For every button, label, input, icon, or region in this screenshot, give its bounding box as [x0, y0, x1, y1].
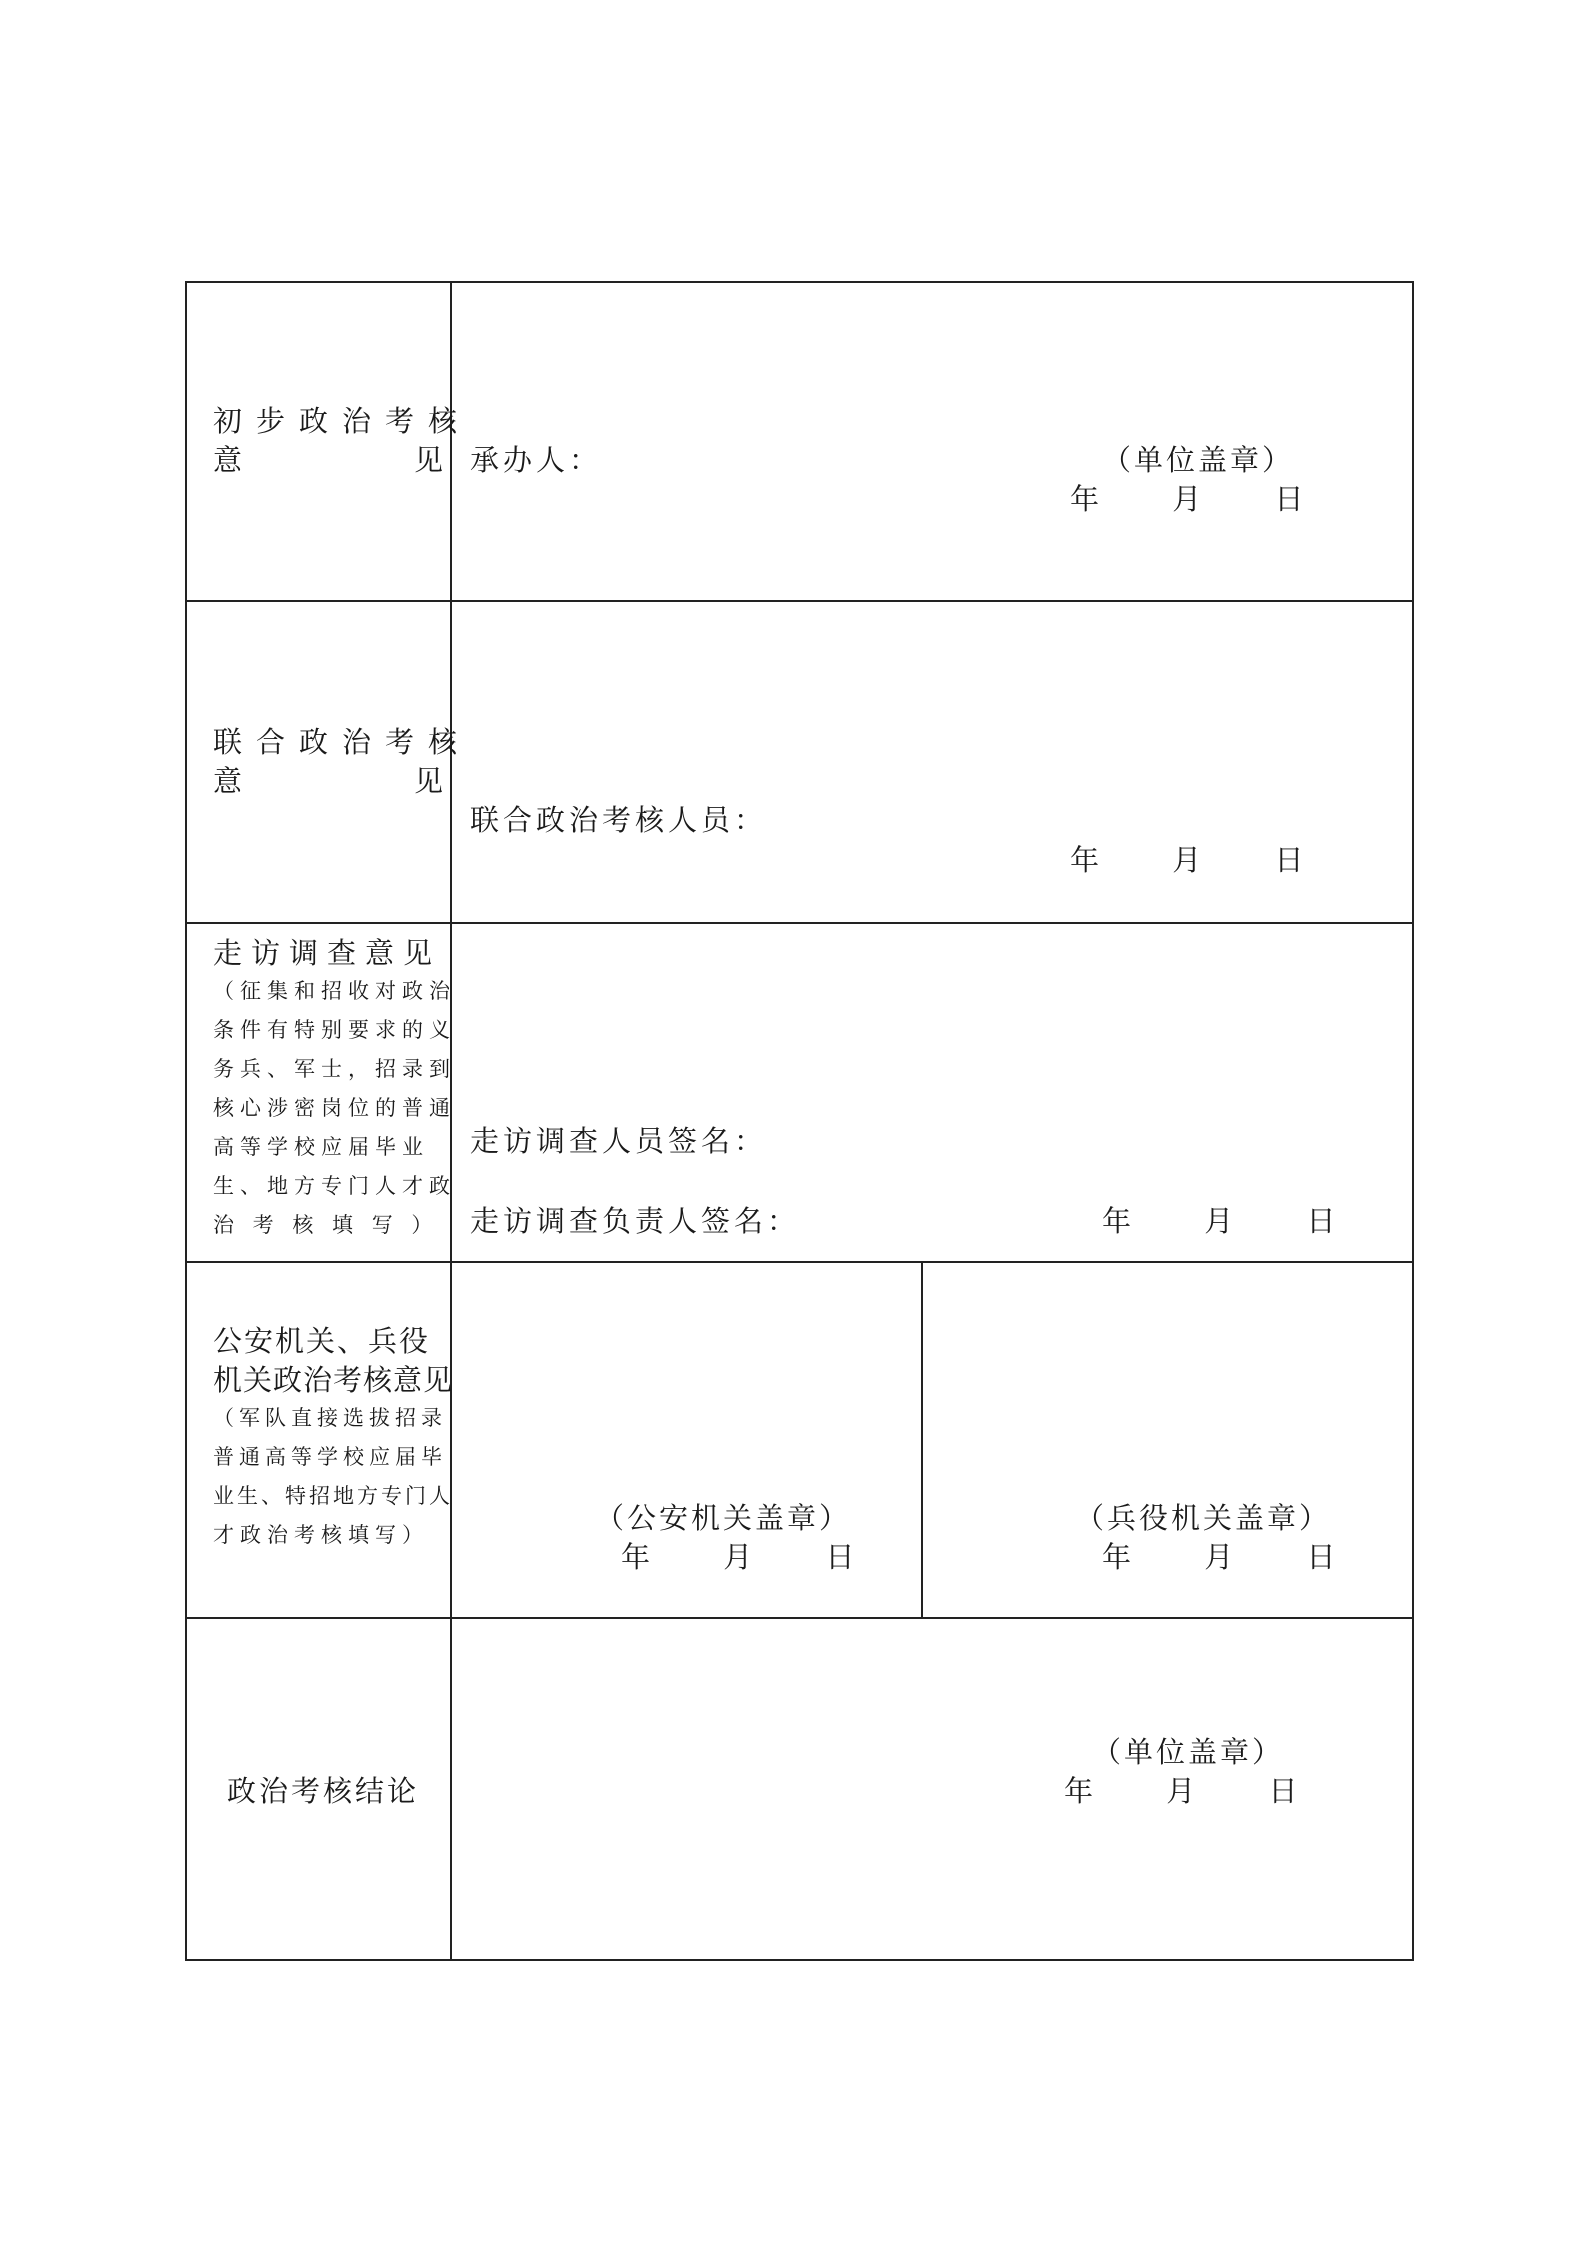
police-military-label-line2: 机关政治考核意见 [213, 1363, 454, 1397]
handler-label: 承办人： [470, 443, 603, 477]
date-month: 月 [1204, 1540, 1234, 1574]
political-review-form [185, 281, 1414, 1961]
row-divider-2 [187, 922, 1412, 924]
visit-investigation-label: 走访调查意见 [213, 936, 442, 970]
date-day: 日 [1274, 843, 1304, 877]
police-date-line [621, 1537, 854, 1577]
date-month: 月 [723, 1540, 753, 1574]
conclusion-seal-label: （单位盖章） [1092, 1735, 1285, 1769]
visit-note-line: 核心涉密岗位的普通 [213, 1096, 456, 1120]
visit-date-line [1102, 1201, 1335, 1241]
preliminary-review-label-opinion-left: 意 [213, 443, 243, 477]
conclusion-label: 政治考核结论 [227, 1774, 420, 1808]
police-military-note-line: 普通高等学校应届毕 [213, 1445, 447, 1469]
date-year: 年 [621, 1540, 651, 1574]
preliminary-review-label: 初步政治考核 [213, 404, 472, 438]
joint-review-label: 联合政治考核 [213, 725, 472, 759]
date-year: 年 [1064, 1774, 1094, 1808]
date-year: 年 [1102, 1204, 1132, 1238]
visit-leader-signature-label: 走访调查负责人签名： [470, 1204, 801, 1238]
date-month: 月 [1172, 482, 1202, 516]
date-day: 日 [1306, 1204, 1336, 1238]
joint-review-staff-label: 联合政治考核人员： [470, 803, 768, 837]
conclusion-date-line [1064, 1771, 1297, 1811]
visit-note-line: 高等学校应届毕业 [213, 1135, 429, 1159]
preliminary-date-line [1070, 479, 1303, 519]
police-military-note-line: 才政治考核填写） [213, 1523, 429, 1547]
visit-staff-signature-label: 走访调查人员签名： [470, 1124, 768, 1158]
date-month: 月 [1166, 1774, 1196, 1808]
date-year: 年 [1070, 482, 1100, 516]
visit-note-line: （征集和招收对政治 [213, 979, 456, 1003]
preliminary-review-label-opinion-right: 见 [414, 443, 444, 477]
joint-date-line [1070, 840, 1303, 880]
police-military-label-line1: 公安机关、兵役 [213, 1324, 431, 1358]
row-divider-4 [187, 1617, 1412, 1619]
military-date-line [1102, 1537, 1335, 1577]
date-year: 年 [1070, 843, 1100, 877]
visit-note-line: 治 考 核 填 写 ） [213, 1213, 439, 1237]
joint-review-label-opinion-left: 意 [213, 764, 243, 798]
date-year: 年 [1102, 1540, 1132, 1574]
visit-note-line: 条件有特别要求的义 [213, 1018, 456, 1042]
row-divider-1 [187, 600, 1412, 602]
police-seal-label: （公安机关盖章） [595, 1501, 852, 1535]
date-day: 日 [825, 1540, 855, 1574]
visit-note-line: 务兵、军士，招录到 [213, 1057, 456, 1081]
unit-seal-label: （单位盖章） [1102, 443, 1295, 477]
visit-note-line: 生、地方专门人才政 [213, 1174, 456, 1198]
joint-review-label-opinion-right: 见 [414, 764, 444, 798]
date-month: 月 [1204, 1204, 1234, 1238]
police-military-note-line: （军队直接选拔招录 [213, 1406, 447, 1430]
date-day: 日 [1306, 1540, 1336, 1574]
date-month: 月 [1172, 843, 1202, 877]
date-day: 日 [1274, 482, 1304, 516]
police-military-divider [921, 1261, 923, 1618]
row-divider-3 [187, 1261, 1412, 1263]
military-seal-label: （兵役机关盖章） [1075, 1501, 1332, 1535]
police-military-note-line: 业生、特招地方专门人 [213, 1484, 453, 1508]
date-day: 日 [1268, 1774, 1298, 1808]
